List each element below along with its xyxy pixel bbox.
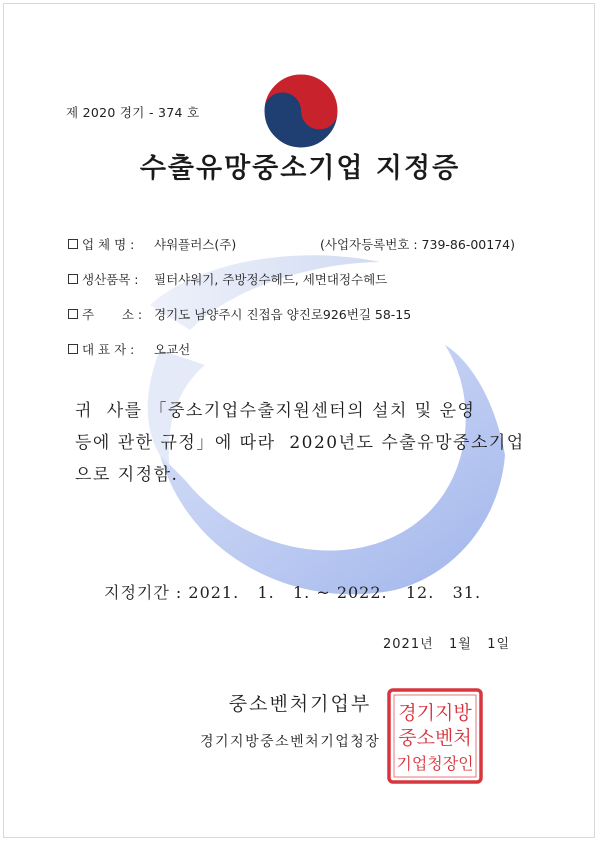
company-field bbox=[68, 235, 237, 253]
ceo-field bbox=[68, 340, 191, 358]
official-seal-stamp bbox=[385, 686, 485, 786]
ceo-label: 대 표 자 : bbox=[82, 342, 135, 357]
registration-number: (사업자등록번호 : 739-86-00174) bbox=[320, 237, 515, 252]
svg-text:중소벤처: 중소벤처 bbox=[398, 727, 472, 749]
document-number: 제 2020 경기 - 374 호 bbox=[66, 105, 200, 120]
products-value: 필터샤워기, 주방정수헤드, 세면대정수헤드 bbox=[154, 272, 388, 287]
body-line-2: 등에 관한 규정」에 따라 2020년도 수출유망중소기업 bbox=[75, 433, 525, 453]
issuing-office: 경기지방중소벤처기업청장 bbox=[200, 734, 381, 750]
body-line-3: 으로 지정함. bbox=[75, 465, 179, 485]
ceo-value: 오교선 bbox=[154, 342, 191, 357]
address-field bbox=[68, 305, 412, 323]
checkbox-square-icon bbox=[68, 344, 78, 354]
products-field bbox=[68, 270, 388, 288]
address-value: 경기도 남양주시 진접읍 양진로926번길 58-15 bbox=[154, 307, 412, 322]
certificate-title: 수출유망중소기업 지정증 bbox=[139, 153, 461, 184]
government-emblem-icon bbox=[262, 72, 340, 150]
body-line-1: 귀 사를 「중소기업수출지원센터의 설치 및 운영 bbox=[75, 401, 476, 421]
address-label: 주 소 : bbox=[82, 307, 143, 322]
company-label: 업 체 명 : bbox=[82, 237, 135, 252]
checkbox-square-icon bbox=[68, 239, 78, 249]
svg-text:기업청장인: 기업청장인 bbox=[396, 754, 474, 773]
svg-text:경기지방: 경기지방 bbox=[398, 702, 472, 724]
checkbox-square-icon bbox=[68, 309, 78, 319]
products-label: 생산품목 : bbox=[82, 272, 139, 287]
issue-date: 2021년 1월 1일 bbox=[383, 637, 511, 652]
designation-period: 지정기간 : 2021. 1. 1. ~ 2022. 12. 31. bbox=[104, 583, 482, 602]
company-value: 샤워플러스(주) bbox=[154, 237, 237, 252]
checkbox-square-icon bbox=[68, 274, 78, 284]
issuing-ministry: 중소벤처기업부 bbox=[228, 693, 372, 715]
